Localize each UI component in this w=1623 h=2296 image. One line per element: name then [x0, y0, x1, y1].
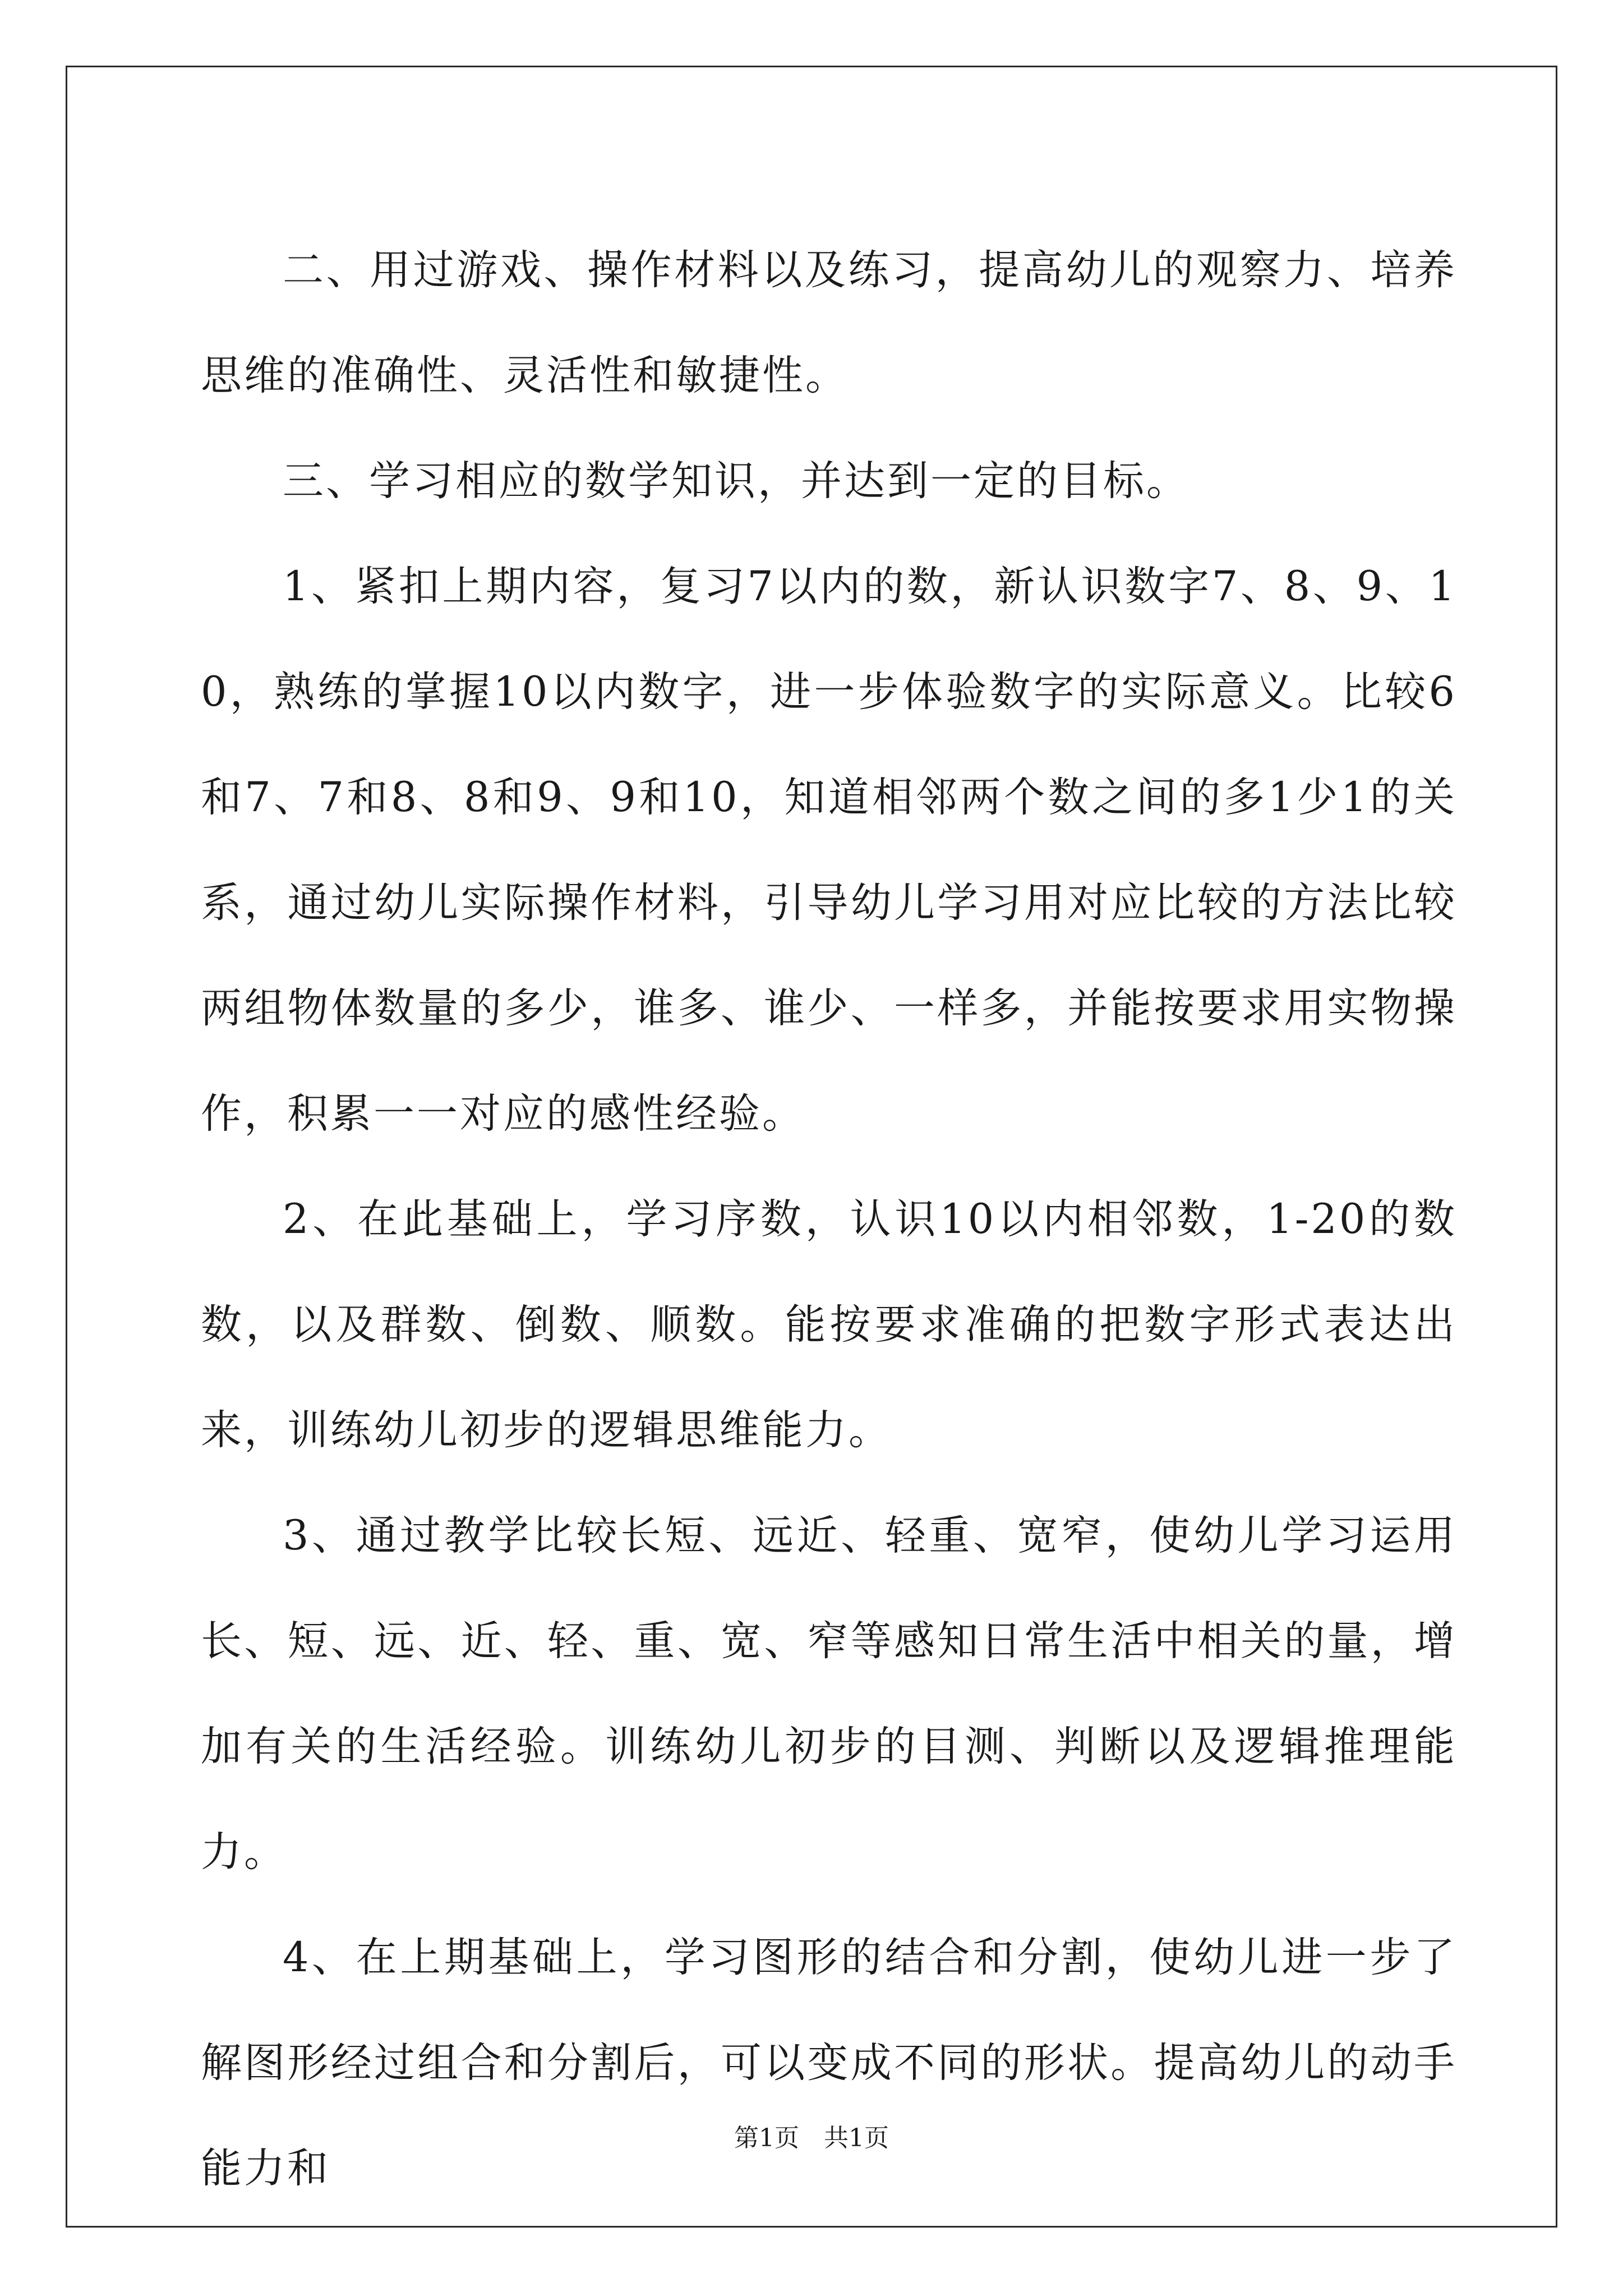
document-body — [201, 218, 1457, 2221]
paragraph-item-1: 1、紧扣上期内容，复习7以内的数，新认识数字7、8、9、10，熟练的掌握10以内数字，进一步体验数字的实际意义。比较6和7、7和8、8和9、9和10，知道相邻两个数之间的多1少1的关系，通过幼儿实际操作材料，引导幼儿学习用对应比较的方法比较两组物体数量的多少，谁多、谁少、一样多，并能按要求用实物操作，积累一一对应的感性经验。 — [201, 563, 1457, 1138]
paragraph-goal-two: 二、用过游戏、操作材料以及练习，提高幼儿的观察力、培养思维的准确性、灵活性和敏捷性。 — [201, 246, 1457, 399]
page-footer: 第1页 共1页 — [734, 2124, 889, 2152]
paragraph-goal-three: 三、学习相应的数学知识，并达到一定的目标。 — [283, 457, 1189, 505]
paragraph-item-4: 4、在上期基础上，学习图形的结合和分割，使幼儿进一步了解图形经过组合和分割后，可以变成不同的形状。提高幼儿的动手能力和 — [201, 1934, 1457, 2192]
paragraph-item-3: 3、通过教学比较长短、远近、轻重、宽窄，使幼儿学习运用长、短、远、近、轻、重、宽、窄等感知日常生活中相关的量，增加有关的生活经验。训练幼儿初步的目测、判断以及逻辑推理能力。 — [201, 1512, 1457, 1876]
paragraph-item-2: 2、在此基础上，学习序数，认识10以内相邻数，1-20的数数，以及群数、倒数、顺数。能按要求准确的把数字形式表达出来，训练幼儿初步的逻辑思维能力。 — [201, 1195, 1457, 1454]
